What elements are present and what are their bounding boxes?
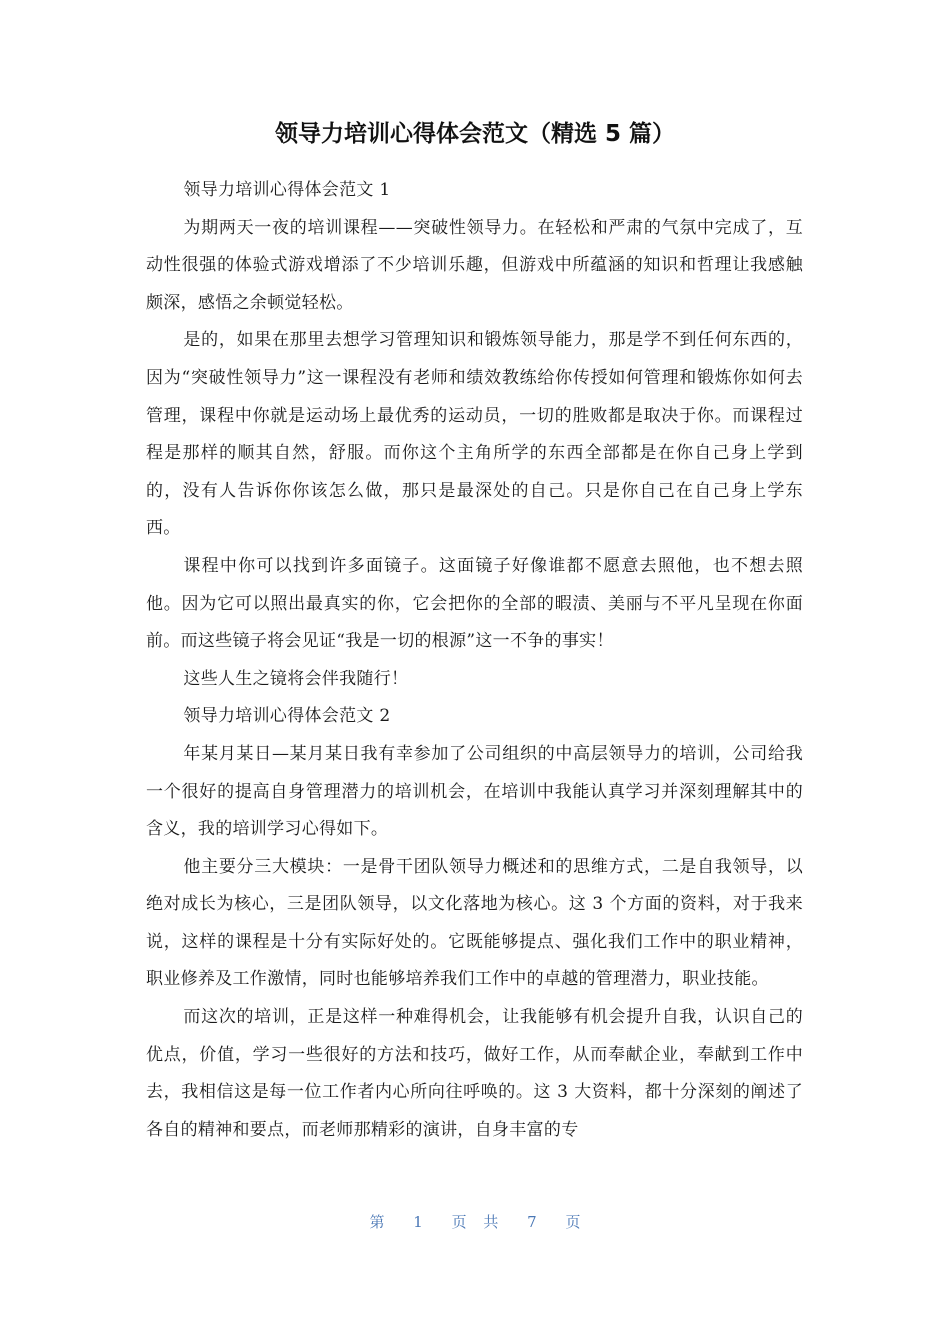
page-label-prefix: 第 <box>369 1213 385 1231</box>
paragraph: 课程中你可以找到许多面镜子。这面镜子好像谁都不愿意去照他，也不想去照他。因为它可以照出最真实的你，它会把你的全部的暇渍、美丽与不平凡呈现在你面前。而这些镜子将会见证“我是一切的根源”这一不争的事实！ <box>146 555 803 652</box>
paragraph: 年某月某日—某月某日我有幸参加了公司组织的中高层领导力的培训，公司给我一个很好的提高自身管理潜力的培训机会，在培训中我能认真学习并深刻理解其中的含义，我的培训学习心得如下。 <box>146 743 803 840</box>
document-title: 领导力培训心得体会范文（精选 5 篇） <box>274 121 676 147</box>
paragraph: 而这次的培训，正是这样一种难得机会，让我能够有机会提升自我，认识自己的优点，价值，学习一些很好的方法和技巧，做好工作，从而奉献企业，奉献到工作中去，我相信这是每一位工作者内心所向往呼唤的。这 3 大资料，都十分深刻的阐述了各自的精神和要点，而老师那精彩的演讲，自身丰富的专 <box>146 1007 803 1140</box>
document-body <box>146 172 803 1149</box>
page-number-footer <box>0 1211 950 1233</box>
page-label-suffix: 页 <box>565 1213 581 1231</box>
paragraph: 他主要分三大模块：一是骨干团队领导力概述和的思维方式，二是自我领导，以绝对成长为核心，三是团队领导，以文化落地为核心。这 3 个方面的资料，对于我来说，这样的课程是十分有实际好处的。它既能够提点、强化我们工作中的职业精神，职业修养及工作激情，同时也能够培养我们工作中的卓越的管理潜力，职业技能。 <box>146 856 803 990</box>
paragraph: 为期两天一夜的培训课程——突破性领导力。在轻松和严肃的气氛中完成了，互动性很强的体验式游戏增添了不少培训乐趣，但游戏中所蕴涵的知识和哲理让我感触颇深，感悟之余顿觉轻松。 <box>146 217 803 313</box>
paragraph: 是的，如果在那里去想学习管理知识和锻炼领导能力，那是学不到任何东西的，因为“突破性领导力”这一课程没有老师和绩效教练给你传授如何管理和锻炼你如何去管理，课程中你就是运动场上最优秀的运动员，一切的胜败都是取决于你。而课程过程是那样的顺其自然，舒服。而你这个主角所学的东西全部都是在你自己身上学到的，没有人告诉你你该怎么做，那只是最深处的自己。只是你自己在自己身上学东西。 <box>146 330 803 539</box>
current-page-number: 1 <box>413 1213 423 1231</box>
paragraph: 这些人生之镜将会伴我随行！ <box>183 668 409 689</box>
total-pages-number: 7 <box>527 1213 537 1231</box>
section-heading-1: 领导力培训心得体会范文 1 <box>183 180 391 200</box>
section-heading-2: 领导力培训心得体会范文 2 <box>183 706 391 727</box>
page-label-middle: 页 共 <box>451 1213 499 1231</box>
